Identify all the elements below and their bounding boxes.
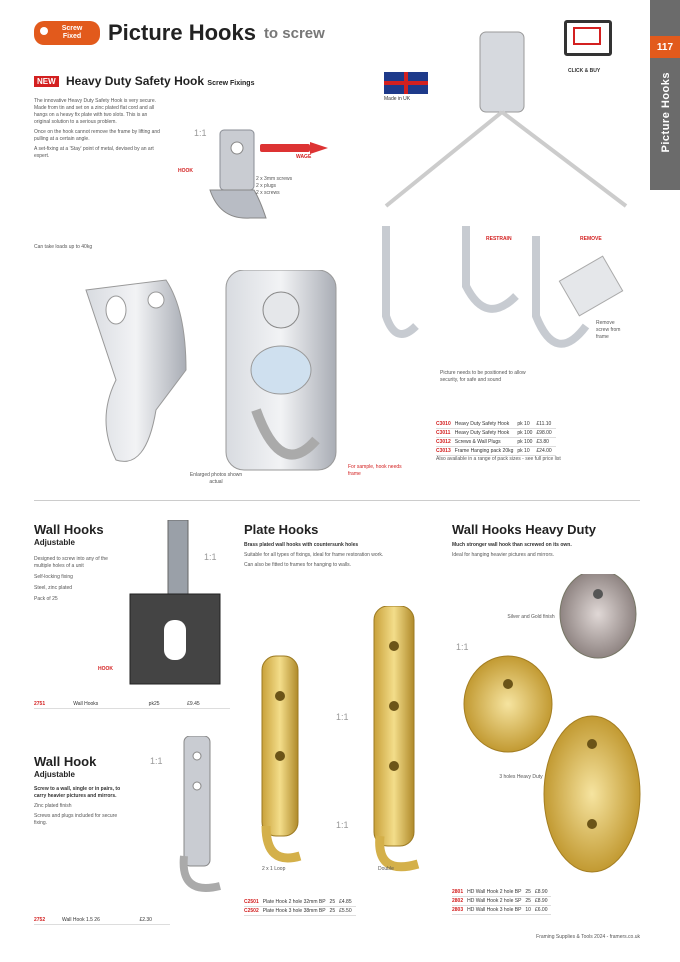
plate-hooks-title: Plate Hooks [244, 522, 319, 537]
restrain-badge: RESTRAIN [486, 236, 512, 242]
section-divider [34, 500, 640, 501]
heavy-duty-description: The innovative Heavy Duty Safety Hook is very secure. Made from tin and set on a zinc plated flat cord and all hangs on a heavy fix plate with two slots. This is an original solution to a serious problem. Once on the hook cannot remove the frame by lifting and pulling at a certain angle. A set-fixing at a 'Stay' point of metal, devised by an art expert. [34, 98, 160, 159]
page-footer: Framing Supplies & Tools 2024 - framers.co.uk [536, 934, 640, 940]
heavy-duty-hook-photos [76, 270, 356, 490]
photo-caption-left: Enlarged photos shown actual [189, 472, 243, 485]
page-subtitle: to screw [263, 24, 325, 42]
table-note: Also available in a range of pack sizes - see full price list [436, 456, 561, 462]
table-row: C3010 Heavy Duty Safety Hook pk 10 £11.10 [436, 420, 556, 429]
page-number: 117 [650, 36, 680, 58]
plate-hooks-image [256, 606, 436, 876]
capacity-note: Can take loads up to 40kg [34, 244, 93, 250]
wall-hook-subtitle: Adjustable [34, 770, 75, 779]
plate-hooks-price-table [244, 898, 356, 916]
wall-hook-code: HOOK [98, 666, 113, 672]
wall-hooks-hd-title: Wall Hooks Heavy Duty [452, 522, 597, 537]
hd-caption-1: Silver and Gold finish [507, 614, 555, 620]
wall-hook-description: Screw to a wall, single or in pairs, to carry heavier pictures and mirrors. Zinc plated finish Screws and plugs included for secure fixing. [34, 786, 121, 826]
plate-hooks-description: Brass plated wall hooks with countersunk holes Suitable for all types of fixings, ideal for frame restoration work. Can also be fitted to frames for hanging to walls. [244, 542, 384, 568]
hook-code-1: HOOK [178, 168, 193, 174]
table-row: C2501 Plate Hook 2 hole 32mm BP 25 £4.85 [244, 898, 356, 907]
wall-hook-adjustable-image [124, 520, 224, 690]
heavy-duty-price-table [436, 420, 556, 456]
heavy-duty-title: NEW Heavy Duty Safety Hook Screw Fixings [34, 74, 254, 88]
wall-hooks-description: Designed to screw into any of the multiple holes of a unit Self-locking fixing Steel, zinc plated Pack of 25 [34, 556, 108, 602]
new-badge: NEW [34, 76, 59, 87]
side-section-label: Picture Hooks [660, 72, 672, 153]
table-row: C2502 Plate Hook 3 hole 38mm BP 25 £5.50 [244, 907, 356, 916]
wall-hooks-hd-description: Much stronger wall hook than screwed on its own. Ideal for hanging heavier pictures and mirrors. [452, 542, 572, 558]
screw-icon [40, 27, 48, 35]
photo-caption-right: For sample, hook needs frame [348, 464, 402, 477]
wall-hook-title: Wall Hook [34, 754, 97, 769]
table-row: 2803 HD Wall Hook 3 hole BP 10 £6.00 [452, 906, 551, 915]
table-row: 2801 HD Wall Hook 2 hole BP 25 £8.90 [452, 888, 551, 897]
table-row: C3013 Frame Hanging pack 20kg pk 10 £24.00 [436, 447, 556, 456]
wall-hooks-hd-price-table [452, 888, 551, 915]
table-row: 2802 HD Wall Hook 2 hole SP 25 £8.90 [452, 897, 551, 906]
wall-hooks-subtitle: Adjustable [34, 538, 75, 547]
hd-caption-2: 3 holes Heavy Duty [499, 774, 543, 780]
click-buy-label[interactable]: CLICK & BUY [568, 68, 601, 74]
table-row: 2751 Wall Hooks pk25 £9.45 [34, 700, 230, 709]
table-row: C3011 Heavy Duty Safety Hook pk 100 £98.00 [436, 429, 556, 438]
flag-label: Made in UK [384, 96, 411, 102]
remove-badge: REMOVE [580, 236, 602, 242]
wall-hook-bracket-image [170, 736, 230, 896]
plate-caption-2: Double [378, 866, 394, 872]
table-row: C3012 Screws & Wall Plugs pk 100 £3.80 [436, 438, 556, 447]
screw-fixed-badge: Screw Fixed [34, 21, 100, 45]
wall-hooks-price-table [34, 700, 230, 709]
fixings-list: 2 x 3mm screws 2 x plugs 2 x screws [256, 176, 293, 196]
wall-hook-price-table [34, 916, 170, 925]
hook-code-2: WAGE [296, 154, 312, 160]
remove-screw-note: Remove screw from frame [596, 320, 621, 340]
plate-caption-1: 2 x 1 Loop [262, 866, 286, 872]
wall-hooks-title: Wall Hooks [34, 522, 104, 537]
hang-note: Picture needs to be positioned to allow security, for safe and sound [440, 370, 526, 383]
table-row: 2752 Wall Hook 1.5 26 £2.30 [34, 916, 170, 925]
page-title: Picture Hooks [108, 20, 256, 45]
page-header [34, 20, 325, 46]
